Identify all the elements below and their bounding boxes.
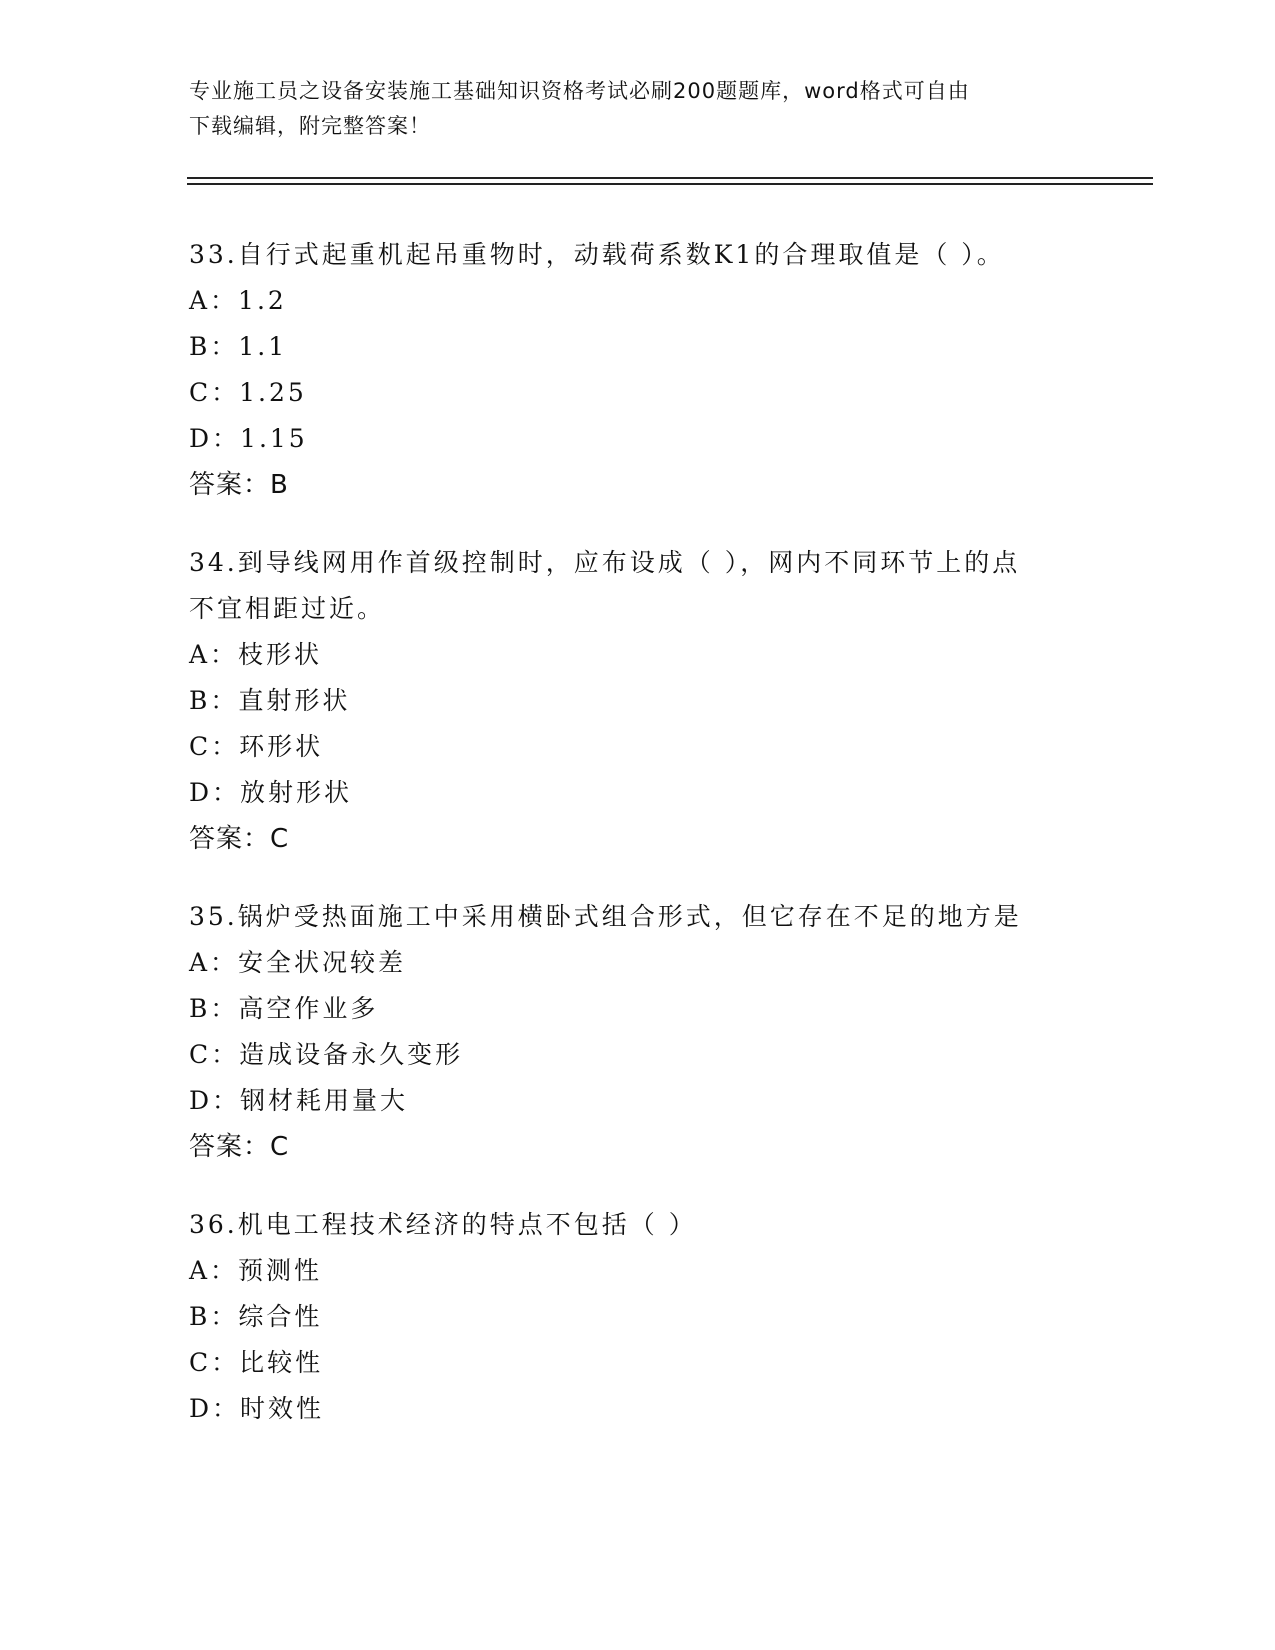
option-d: D：钢材耗用量大 [189, 1086, 409, 1115]
option-d: D：时效性 [189, 1394, 325, 1423]
question-35 [189, 894, 1089, 1170]
option-b: B：高空作业多 [189, 994, 379, 1023]
question-stem-line: 不宜相距过近。 [189, 594, 386, 623]
question-stem-line: 36.机电工程技术经济的特点不包括（ ） [189, 1210, 697, 1239]
header-divider-bottom [187, 183, 1153, 185]
option-a: A：1.2 [189, 286, 287, 315]
header-title-line-2: 下载编辑，附完整答案！ [189, 114, 431, 138]
question-36 [189, 1202, 1089, 1432]
option-c: C：环形状 [189, 732, 324, 761]
option-c: C：1.25 [189, 378, 307, 407]
option-d: D：1.15 [189, 424, 308, 453]
question-stem [189, 540, 1089, 632]
question-33 [189, 232, 1089, 508]
question-34 [189, 540, 1089, 862]
header-divider-top [187, 177, 1153, 179]
option-a: A：安全状况较差 [189, 948, 407, 977]
question-stem [189, 232, 1089, 278]
option-b: B：1.1 [189, 332, 288, 361]
question-stem [189, 894, 1089, 940]
option-c: C：比较性 [189, 1348, 324, 1377]
option-b: B：综合性 [189, 1302, 323, 1331]
question-list [189, 232, 1089, 1464]
header-title-line-1: 专业施工员之设备安装施工基础知识资格考试必刷200题题库，word格式可自由 [189, 79, 970, 103]
question-stem [189, 1202, 1089, 1248]
document-header [189, 74, 1089, 144]
option-c: C：造成设备永久变形 [189, 1040, 464, 1069]
option-d: D：放射形状 [189, 778, 353, 807]
option-b: B：直射形状 [189, 686, 351, 715]
question-stem-line: 35.锅炉受热面施工中采用横卧式组合形式，但它存在不足的地方是 [189, 902, 1022, 931]
answer-key: 答案：C [189, 824, 290, 854]
answer-key: 答案：B [189, 470, 289, 500]
answer-key: 答案：C [189, 1132, 290, 1162]
option-a: A：枝形状 [189, 640, 323, 669]
question-stem-line: 34.到导线网用作首级控制时，应布设成（ ），网内不同环节上的点 [189, 548, 1021, 577]
question-stem-line: 33.自行式起重机起吊重物时，动载荷系数K1的合理取值是（ ）。 [189, 240, 1005, 269]
option-a: A：预测性 [189, 1256, 323, 1285]
